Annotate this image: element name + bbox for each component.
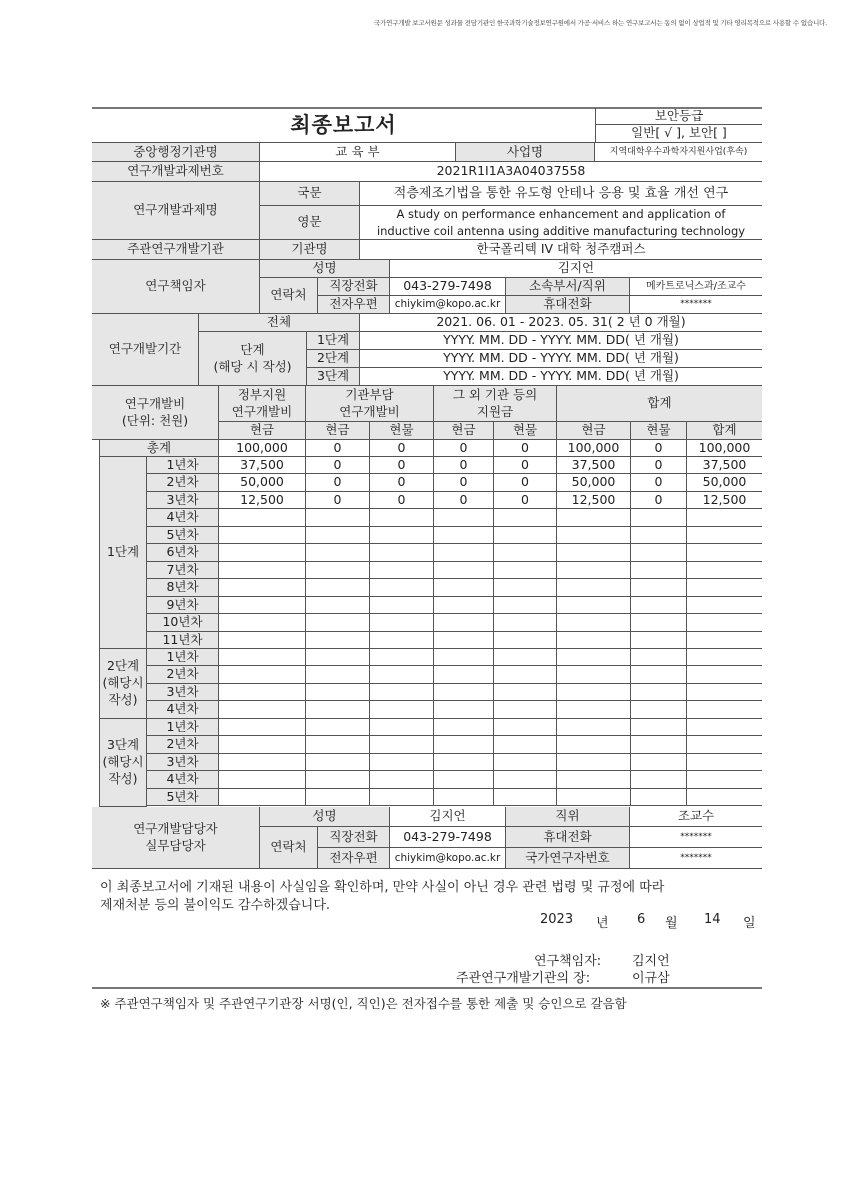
budget-cell[interactable] [306,562,370,579]
budget-cell[interactable] [370,527,434,544]
budget-cell[interactable] [219,509,306,527]
budget-cell[interactable]: 0 [370,474,434,492]
budget-cell[interactable] [494,736,557,754]
budget-cell[interactable] [631,614,687,632]
budget-cell[interactable] [434,579,494,597]
manager-email-value: chiykim@kopo.ac.kr [390,848,506,869]
budget-cell[interactable] [557,736,631,754]
manager-position-value: 조교수 [630,807,762,827]
budget-cell[interactable] [370,789,434,806]
inst-fund-header [306,386,434,422]
project-title-label: 연구개발과제명 [92,182,260,240]
budget-cell[interactable] [557,771,631,789]
other-fund-header-1: 그 외 기관 등의 [452,386,538,402]
year-label: 8년차 [147,579,219,597]
signature-head-label: 주관연구개발기관의 장: [456,971,591,986]
gov-fund-header-2: 연구개발비 [231,403,293,419]
signature-pi-label: 연구책임자: [534,954,602,969]
declaration-line-1: 이 최종보고서에 기재된 내용이 사실임을 확인하며, 만약 사실이 아닌 경우 관련 법령 및 규정에 따라 [100,880,665,895]
gov-cash-header: 현금 [219,422,306,440]
year-label: 4년차 [147,771,219,789]
budget-cell[interactable] [219,544,306,562]
period-stage-label-1: 단계 [240,341,265,357]
budget-cell[interactable] [219,666,306,684]
manager-phone-value: 043-279-7498 [390,827,506,848]
bottom-rule [92,987,762,989]
gov-fund-header [219,386,306,422]
budget-cell[interactable] [434,754,494,771]
budget-stage-2-label-3: 작성) [108,691,138,707]
ministry-label: 중앙행정기관명 [92,142,260,162]
budget-cell[interactable] [434,597,494,614]
budget-cell[interactable] [434,562,494,579]
budget-cell[interactable] [557,509,631,527]
budget-cell[interactable] [219,597,306,614]
budget-cell[interactable] [219,771,306,789]
budget-cell[interactable] [631,649,687,666]
pi-dept-label: 소속부서/직위 [506,278,630,296]
budget-cell[interactable] [494,754,557,771]
budget-cell[interactable] [687,562,762,579]
budget-cell[interactable] [370,579,434,597]
english-title-line-2: inductive coil antenna using additive manufacturing technology [376,223,746,238]
budget-stage-2-label-2: (해당시 [102,675,144,691]
budget-cell[interactable] [219,754,306,771]
budget-cell[interactable]: 0 [631,457,687,474]
institution-value: 한국폴리텍 IV 대학 청주캠퍼스 [360,240,762,260]
budget-stage-3-label-1: 3단계 [106,737,140,753]
period-stage-label-2: (해당 시 작성) [213,358,292,374]
budget-cell[interactable]: 0 [370,492,434,509]
year-label: 1년차 [147,719,219,736]
english-title-line-1: A study on performance enhancement and application of [396,207,726,222]
budget-cell[interactable] [219,527,306,544]
budget-cell[interactable] [557,597,631,614]
year-label: 10년차 [147,614,219,632]
budget-cell[interactable] [557,666,631,684]
budget-cell[interactable] [494,562,557,579]
pi-mobile-label: 휴대전화 [506,296,630,314]
budget-cell[interactable] [631,736,687,754]
budget-cell[interactable]: 0 [434,492,494,509]
date-month-unit: 월 [665,916,678,931]
budget-cell[interactable]: 0 [306,492,370,509]
footnote: ※ 주관연구책임자 및 주관연구기관장 서명(인, 직인)은 전자접수를 통한 제출 및 승인으로 갈음함 [100,996,627,1011]
budget-cell[interactable] [219,632,306,649]
budget-stage-1-label: 1단계 [99,457,147,649]
manager-mobile-value: ******* [630,827,762,848]
year-label: 3년차 [147,754,219,771]
pi-name-label: 성명 [260,260,390,278]
budget-cell[interactable]: 12,500 [219,492,306,509]
budget-cell[interactable] [434,736,494,754]
budget-cell[interactable] [370,684,434,701]
program-label: 사업명 [456,142,595,162]
budget-cell[interactable]: 0 [306,474,370,492]
budget-cell[interactable] [306,789,370,806]
year-label: 5년차 [147,789,219,806]
budget-cell[interactable]: 50,000 [219,474,306,492]
budget-cell[interactable]: 12,500 [687,492,762,509]
budget-cell[interactable] [370,544,434,562]
budget-cell[interactable] [219,719,306,736]
budget-cell[interactable] [370,666,434,684]
budget-cell[interactable] [434,789,494,806]
budget-stage-3-label [99,719,147,807]
budget-cell[interactable] [687,509,762,527]
budget-cell[interactable] [494,649,557,666]
budget-cell[interactable] [687,736,762,754]
budget-cell[interactable] [434,632,494,649]
budget-cell[interactable] [370,614,434,632]
budget-cell[interactable] [494,579,557,597]
stage-1-period: YYYY. MM. DD - YYYY. MM. DD( 년 개월) [360,332,762,350]
pi-phone-label: 직장전화 [318,278,390,296]
budget-cell[interactable] [557,544,631,562]
budget-cell[interactable] [557,754,631,771]
budget-cell[interactable] [631,719,687,736]
security-grade-value[interactable]: 일반[ √ ], 보안[ ] [595,125,762,142]
budget-cell[interactable] [370,632,434,649]
budget-cell[interactable] [306,666,370,684]
budget-cell[interactable] [306,701,370,719]
inst-fund-header-1: 기관부담 [345,386,394,402]
period-stage-label [199,332,307,386]
budget-cell[interactable] [434,544,494,562]
budget-cell[interactable] [306,544,370,562]
pi-contact-label: 연락처 [260,278,318,314]
budget-cell[interactable] [434,649,494,666]
budget-cell[interactable] [557,649,631,666]
stage-2-period: YYYY. MM. DD - YYYY. MM. DD( 년 개월) [360,350,762,368]
budget-cell[interactable] [219,684,306,701]
period-total-label: 전체 [199,314,360,332]
budget-cell[interactable]: 0 [306,457,370,474]
english-title-label: 영문 [260,206,360,240]
budget-cell[interactable] [631,632,687,649]
budget-cell[interactable] [631,579,687,597]
budget-cell[interactable] [631,527,687,544]
budget-stage-2-label-1: 2단계 [106,658,140,674]
english-title-value [360,206,762,240]
program-value: 지역대학우수과학자지원사업(후속) [595,142,762,162]
budget-cell[interactable] [370,701,434,719]
budget-cell[interactable] [687,684,762,701]
ministry-value: 교 육 부 [260,142,456,162]
budget-cell[interactable] [687,666,762,684]
budget-cell[interactable] [631,597,687,614]
budget-cell[interactable] [219,789,306,806]
manager-researcher-no-label: 국가연구자번호 [506,848,630,869]
budget-cell[interactable] [306,527,370,544]
manager-researcher-no-value: ******* [630,848,762,869]
date-day-unit: 일 [743,916,756,931]
budget-cell[interactable] [494,509,557,527]
budget-cell[interactable] [370,719,434,736]
korean-title-value: 적층제조기법을 통한 유도형 안테나 응용 및 효율 개선 연구 [360,182,762,206]
declaration-line-2: 제재처분 등의 불이익도 감수하겠습니다. [100,898,331,913]
budget-stage-2-label [99,649,147,719]
budget-cell[interactable] [687,614,762,632]
budget-cell[interactable] [557,684,631,701]
sum-total-header: 합계 [687,422,762,440]
budget-cell[interactable] [434,771,494,789]
budget-cell[interactable]: 0 [434,474,494,492]
pi-name-value: 김지언 [390,260,762,278]
institution-label: 주관연구개발기관 [92,240,260,260]
budget-cell[interactable] [434,527,494,544]
budget-cell[interactable] [434,509,494,527]
budget-cell[interactable] [687,597,762,614]
year-label: 2년차 [147,474,219,492]
manager-label-2: 실무담당자 [145,837,206,853]
budget-cell[interactable] [494,614,557,632]
budget-cell[interactable] [494,597,557,614]
manager-phone-label: 직장전화 [318,827,390,848]
inst-fund-header-2: 연구개발비 [339,403,400,419]
date-day: 14 [704,912,721,927]
budget-cell[interactable] [434,684,494,701]
budget-cell[interactable] [434,614,494,632]
security-grade-label: 보안등급 [595,108,762,125]
inst-kind-header: 현물 [370,422,434,440]
budget-cell[interactable] [370,754,434,771]
manager-label [92,807,260,869]
budget-cell[interactable]: 50,000 [687,474,762,492]
budget-cell[interactable] [306,771,370,789]
year-label: 5년차 [147,527,219,544]
usage-notice: 국가연구개발 보고서원문 성과물 전담기관인 한국과학기술정보연구원에서 가공·서비스 하는 연구보고서는 동의 없이 상업적 및 기타 영리목적으로 사용할 수 없습니다. [373,19,827,27]
stage-3-period: YYYY. MM. DD - YYYY. MM. DD( 년 개월) [360,368,762,386]
budget-cell[interactable] [306,579,370,597]
budget-cell[interactable] [306,614,370,632]
sum-kind-header: 현물 [631,422,687,440]
period-total-value: 2021. 06. 01 - 2023. 05. 31( 2 년 0 개월) [360,314,762,332]
budget-cell[interactable] [370,649,434,666]
pi-dept-value: 메카트로닉스과/조교수 [630,278,762,296]
budget-cell[interactable] [219,736,306,754]
budget-cell[interactable] [306,649,370,666]
budget-cell[interactable] [631,701,687,719]
year-label: 2년차 [147,666,219,684]
budget-cell[interactable] [306,597,370,614]
budget-cell[interactable] [687,544,762,562]
total-row-label: 총계 [99,440,219,457]
budget-cell[interactable] [370,509,434,527]
signature-head-name: 이규삼 [632,971,670,986]
budget-cell[interactable] [434,701,494,719]
budget-cell[interactable] [631,684,687,701]
budget-stage-3-label-3: 작성) [108,770,138,786]
budget-cell[interactable] [370,597,434,614]
budget-cell[interactable]: 37,500 [687,457,762,474]
budget-label-2: (단위: 천원) [121,412,189,428]
budget-cell[interactable] [494,701,557,719]
stage-3-label: 3단계 [307,368,360,386]
budget-cell[interactable] [687,771,762,789]
budget-cell[interactable] [557,632,631,649]
year-label: 3년차 [147,492,219,509]
year-label: 1년차 [147,457,219,474]
budget-cell[interactable]: 0 [631,474,687,492]
year-label: 11년차 [147,632,219,649]
year-label: 4년차 [147,509,219,527]
signature-pi-name: 김지언 [632,954,670,969]
total-cell: 100,000 [219,440,306,457]
budget-cell[interactable] [434,666,494,684]
total-cell: 0 [494,440,557,457]
budget-cell[interactable]: 0 [370,457,434,474]
year-label: 9년차 [147,597,219,614]
project-number-label: 연구개발과제번호 [92,162,260,182]
date-month: 6 [637,912,646,927]
report-title: 최종보고서 [290,112,397,137]
budget-cell[interactable] [370,771,434,789]
year-label: 1년차 [147,649,219,666]
budget-cell[interactable] [306,632,370,649]
budget-cell[interactable] [631,754,687,771]
budget-cell[interactable] [219,614,306,632]
manager-contact-label: 연락처 [260,827,318,869]
pi-email-label: 전자우편 [318,296,390,314]
budget-cell[interactable] [494,666,557,684]
budget-label [92,386,219,440]
budget-cell[interactable] [687,579,762,597]
budget-cell[interactable] [494,527,557,544]
budget-cell[interactable] [557,527,631,544]
year-label: 6년차 [147,544,219,562]
budget-cell[interactable]: 0 [434,457,494,474]
period-label: 연구개발기간 [92,314,199,386]
budget-cell[interactable] [306,684,370,701]
budget-cell[interactable] [494,544,557,562]
budget-cell[interactable] [631,544,687,562]
budget-cell[interactable] [494,789,557,806]
budget-cell[interactable] [494,632,557,649]
stage-1-label: 1단계 [307,332,360,350]
budget-cell[interactable]: 0 [631,492,687,509]
budget-cell[interactable] [631,509,687,527]
budget-cell[interactable] [557,701,631,719]
budget-cell[interactable] [557,579,631,597]
budget-cell[interactable] [631,562,687,579]
budget-cell[interactable] [687,649,762,666]
budget-cell[interactable] [434,719,494,736]
date-year: 2023 [540,912,574,927]
pi-email-value: chiykim@kopo.ac.kr [390,296,506,314]
budget-cell[interactable] [557,789,631,806]
budget-cell[interactable] [687,719,762,736]
budget-cell[interactable] [557,562,631,579]
budget-cell[interactable] [370,562,434,579]
budget-cell[interactable]: 50,000 [557,474,631,492]
budget-cell[interactable] [219,701,306,719]
total-cell: 0 [631,440,687,457]
year-label: 4년차 [147,701,219,719]
other-cash-header: 현금 [434,422,494,440]
budget-cell[interactable] [687,701,762,719]
budget-cell[interactable] [494,719,557,736]
budget-cell[interactable]: 12,500 [557,492,631,509]
date-year-unit: 년 [596,916,609,931]
budget-cell[interactable]: 37,500 [219,457,306,474]
total-cell: 0 [434,440,494,457]
budget-cell[interactable] [494,684,557,701]
year-label: 2년차 [147,736,219,754]
budget-cell[interactable] [306,719,370,736]
total-cell: 0 [306,440,370,457]
budget-stage-3-label-2: (해당시 [102,754,144,770]
budget-cell[interactable] [306,509,370,527]
budget-cell[interactable]: 37,500 [557,457,631,474]
project-number-value: 2021R1I1A3A04037558 [260,162,762,182]
budget-cell[interactable] [631,771,687,789]
budget-cell[interactable]: 0 [494,457,557,474]
other-fund-header [434,386,557,422]
budget-cell[interactable] [557,719,631,736]
gov-fund-header-1: 정부지원 [237,386,287,402]
manager-name-value: 김지언 [390,807,506,827]
budget-cell[interactable] [557,614,631,632]
sum-header: 합계 [557,386,762,422]
other-fund-header-2: 지원금 [476,403,514,419]
total-cell: 100,000 [557,440,631,457]
inst-cash-header: 현금 [306,422,370,440]
budget-label-1: 연구개발비 [124,395,186,411]
budget-cell[interactable]: 0 [494,492,557,509]
budget-cell[interactable] [631,789,687,806]
total-cell: 0 [370,440,434,457]
budget-cell[interactable] [306,754,370,771]
manager-position-label: 직위 [506,807,630,827]
korean-title-label: 국문 [260,182,360,206]
budget-cell[interactable] [494,771,557,789]
year-label: 7년차 [147,562,219,579]
pi-mobile-value: ******* [630,296,762,314]
manager-label-1: 연구개발담당자 [133,820,218,836]
budget-cell[interactable] [219,579,306,597]
budget-cell[interactable] [219,562,306,579]
budget-cell[interactable] [687,632,762,649]
budget-cell[interactable] [631,666,687,684]
budget-cell[interactable] [219,649,306,666]
manager-name-label: 성명 [260,807,390,827]
budget-cell[interactable] [687,754,762,771]
budget-cell[interactable] [370,736,434,754]
budget-cell[interactable] [687,527,762,544]
manager-email-label: 전자우편 [318,848,390,869]
budget-cell[interactable] [306,736,370,754]
institution-name-label: 기관명 [260,240,360,260]
other-kind-header: 현물 [494,422,557,440]
total-cell: 100,000 [687,440,762,457]
stage-2-label: 2단계 [307,350,360,368]
pi-label: 연구책임자 [92,260,260,314]
manager-mobile-label: 휴대전화 [506,827,630,848]
year-label: 3년차 [147,684,219,701]
budget-cell[interactable] [687,789,762,806]
pi-phone-value: 043-279-7498 [390,278,506,296]
sum-cash-header: 현금 [557,422,631,440]
budget-cell[interactable]: 0 [494,474,557,492]
